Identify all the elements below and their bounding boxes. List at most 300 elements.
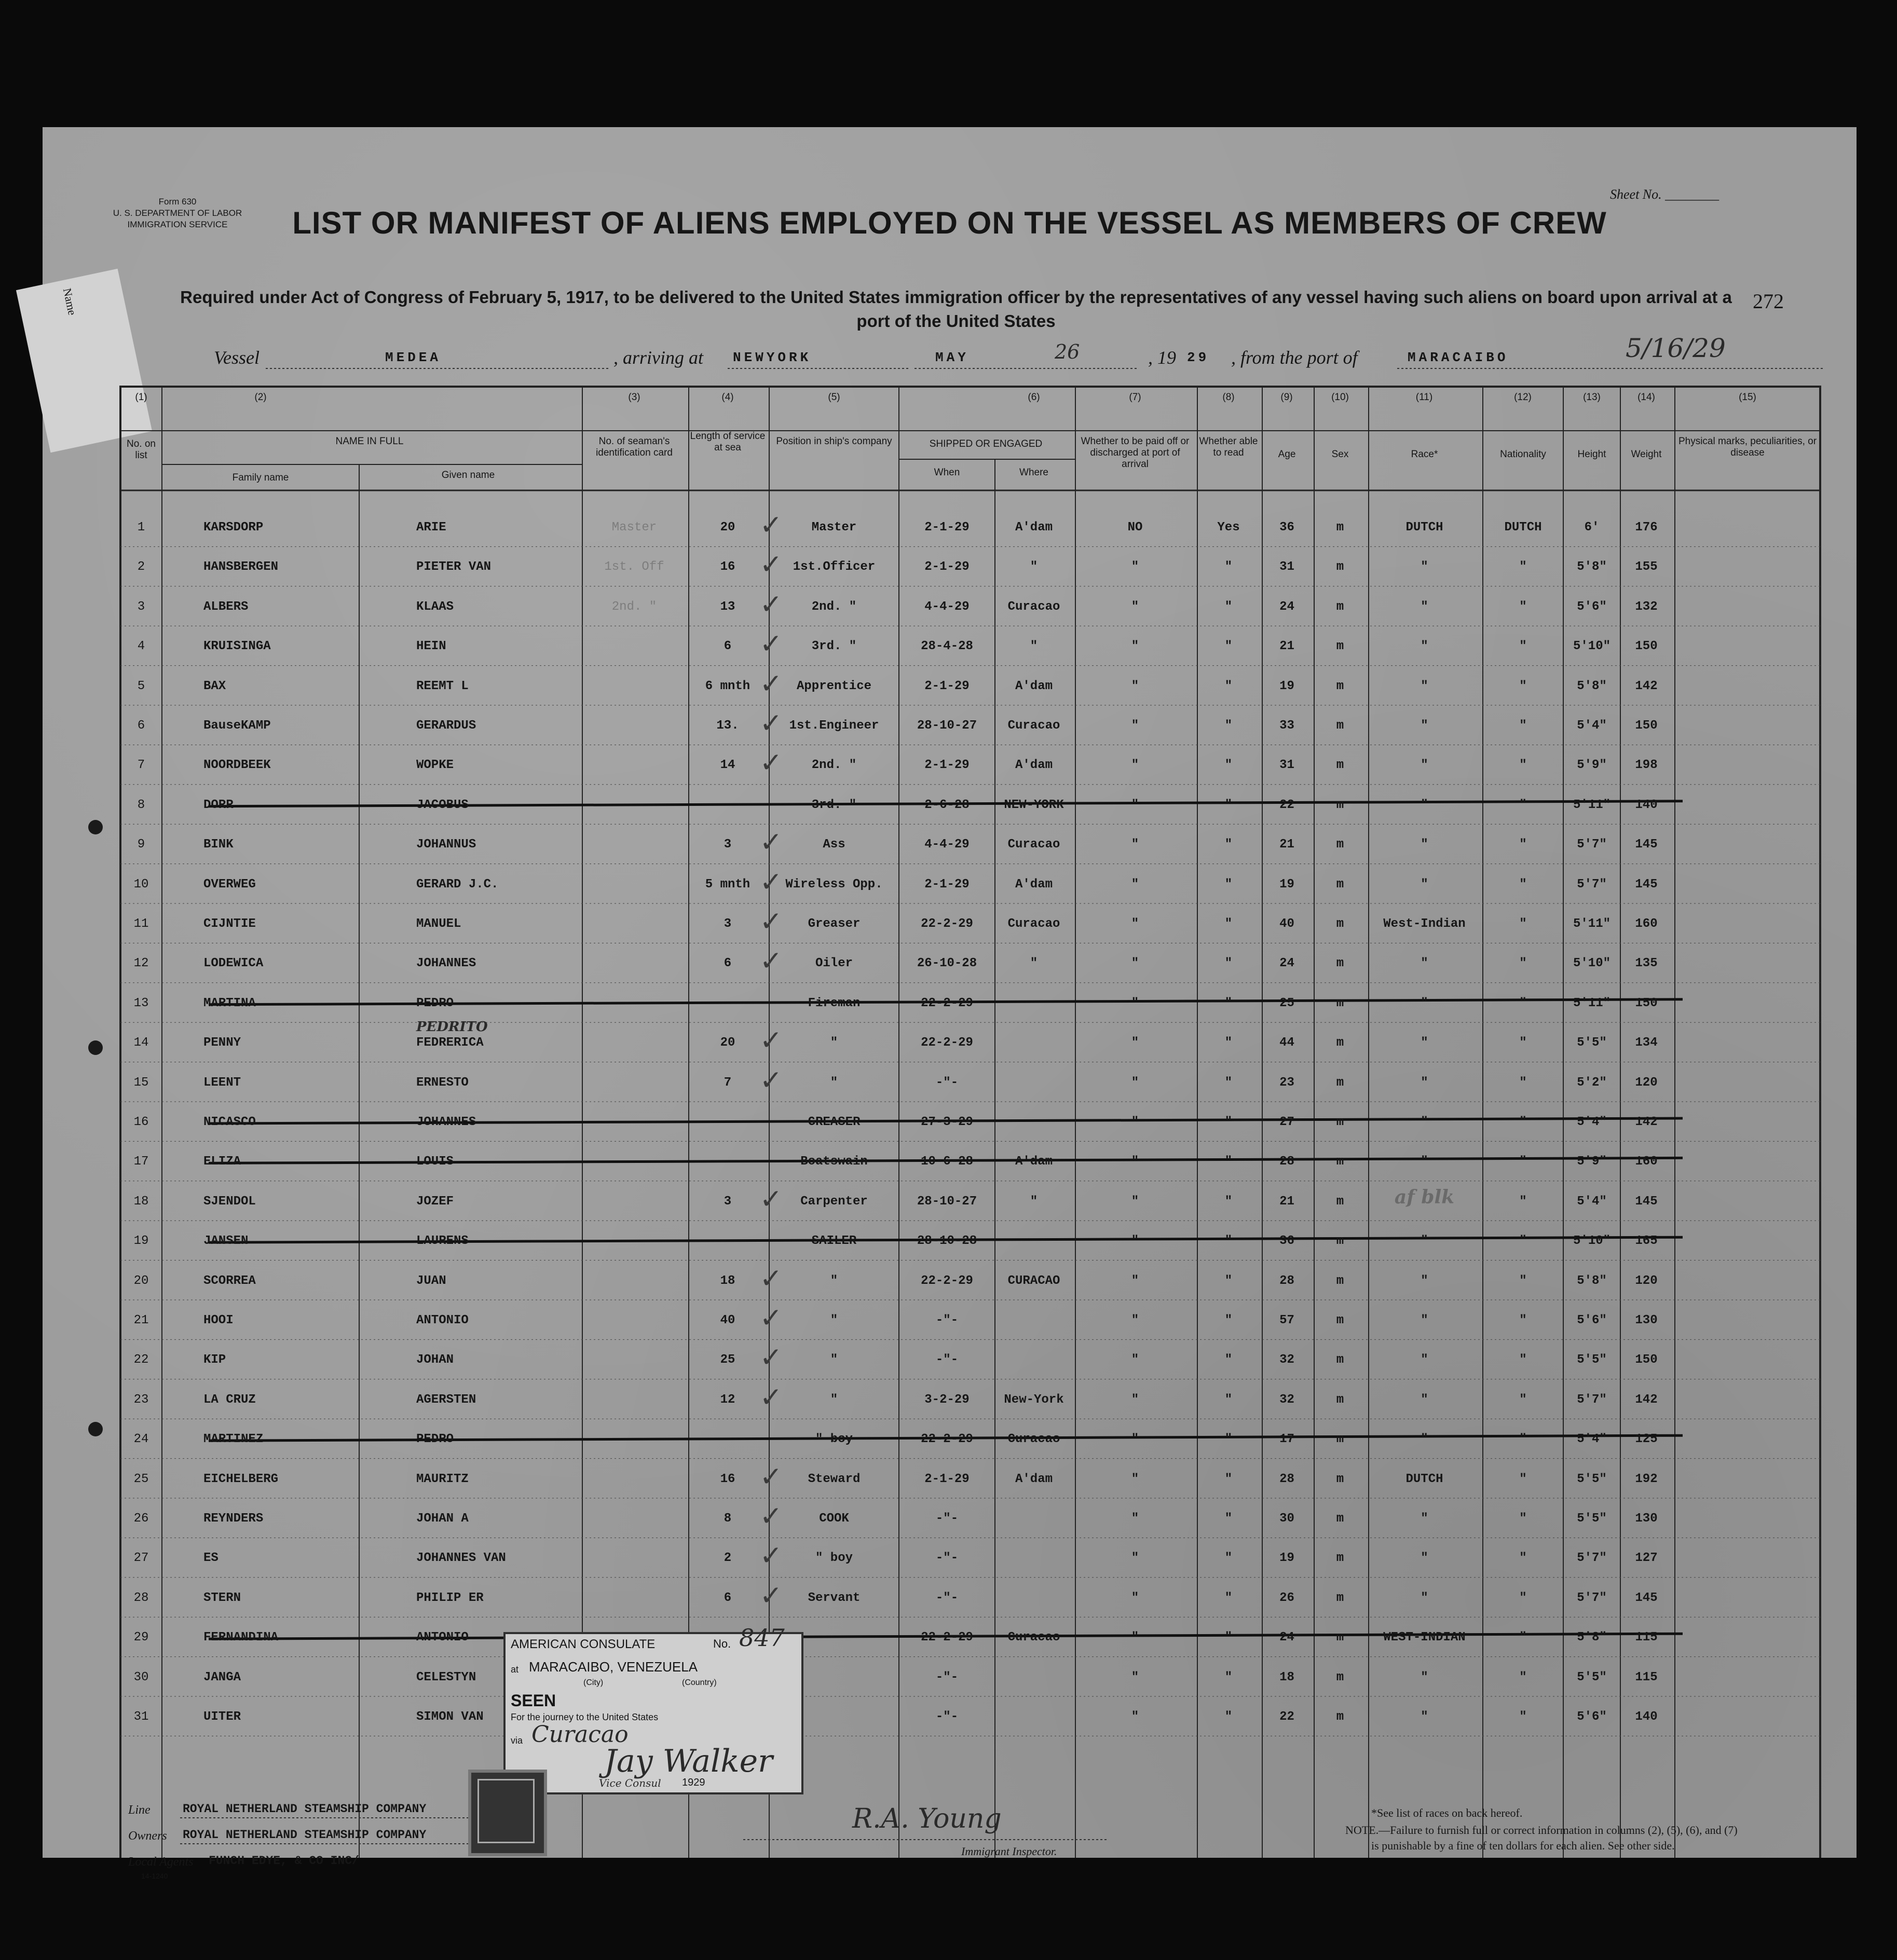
cell-race: " bbox=[1421, 719, 1428, 733]
cell-weight: 176 bbox=[1635, 520, 1658, 534]
cell-sex: m bbox=[1336, 838, 1344, 852]
cell-race: " bbox=[1421, 1115, 1428, 1129]
cell-paid: " bbox=[1131, 1432, 1139, 1447]
cell-when: 2-1-29 bbox=[924, 1472, 970, 1486]
cell-race: DUTCH bbox=[1405, 1472, 1443, 1486]
day-value: 26 bbox=[1055, 340, 1080, 363]
cell-when: 22-2-29 bbox=[921, 1273, 973, 1288]
cell-when: 4-4-29 bbox=[924, 599, 970, 614]
cell-age: 28 bbox=[1279, 1155, 1294, 1169]
cell-height: 5'7" bbox=[1577, 838, 1607, 852]
check-mark: ✓ bbox=[761, 1540, 781, 1575]
cell-height: 5'5" bbox=[1577, 1670, 1607, 1684]
cell-where: Curacao bbox=[1007, 599, 1060, 614]
cell-service: 20 bbox=[720, 1036, 735, 1050]
cell-sex: m bbox=[1336, 1075, 1344, 1090]
cell-weight: 132 bbox=[1635, 599, 1658, 614]
cell-when: 28-10-27 bbox=[917, 1194, 977, 1209]
cell-weight: 145 bbox=[1635, 838, 1658, 852]
cell-paid: " bbox=[1131, 1115, 1139, 1129]
column-number: (3) bbox=[628, 392, 640, 403]
cell-nat: " bbox=[1519, 1551, 1527, 1566]
cell-sex: m bbox=[1336, 520, 1344, 534]
cell-family: KRUISINGA bbox=[203, 639, 271, 654]
cell-weight: 150 bbox=[1635, 996, 1658, 1010]
cell-given: ANTONIO bbox=[416, 1630, 469, 1645]
cell-service: 18 bbox=[720, 1273, 735, 1288]
cell-sex: m bbox=[1336, 1472, 1344, 1486]
cell-nat: " bbox=[1519, 917, 1527, 931]
cell-height: 5'4" bbox=[1577, 1194, 1607, 1209]
cell-read: " bbox=[1224, 1710, 1233, 1724]
cell-position: " boy bbox=[815, 1432, 853, 1447]
owners-label: Owners bbox=[128, 1829, 167, 1843]
vessel-value: MEDEA bbox=[385, 350, 442, 365]
cell-family: CIJNTIE bbox=[203, 917, 256, 931]
cell-read: " bbox=[1224, 639, 1233, 654]
cell-read: " bbox=[1224, 758, 1233, 773]
cell-when: 2-1-29 bbox=[924, 520, 970, 534]
cell-service: 3 bbox=[724, 917, 732, 931]
cell-service: 20 bbox=[720, 520, 735, 534]
cell-weight: 160 bbox=[1635, 917, 1658, 931]
consulate-seen: SEEN bbox=[511, 1691, 556, 1710]
cell-given: MAURITZ bbox=[416, 1472, 469, 1486]
cell-age: 19 bbox=[1279, 1551, 1294, 1566]
line-value: ROYAL NETHERLAND STEAMSHIP COMPANY bbox=[183, 1802, 427, 1816]
header-paid: Whether to be paid off or discharged at port of arrival bbox=[1081, 436, 1190, 470]
cell-read: " bbox=[1224, 838, 1233, 852]
cell-sex: m bbox=[1336, 560, 1344, 574]
cell-read: " bbox=[1224, 1353, 1233, 1367]
cell-read: " bbox=[1224, 1234, 1233, 1249]
cell-race: " bbox=[1421, 1432, 1428, 1447]
cell-position: Oiler bbox=[815, 956, 853, 971]
cell-family: STERN bbox=[203, 1591, 241, 1605]
check-mark: ✓ bbox=[761, 1183, 781, 1218]
cell-read: " bbox=[1224, 599, 1233, 614]
cell-given: JOHAN A bbox=[416, 1512, 469, 1526]
cell-paid: " bbox=[1131, 719, 1139, 733]
cell-sex: m bbox=[1336, 1512, 1344, 1526]
cell-given: GERARD J.C. bbox=[416, 877, 499, 892]
column-number: (15) bbox=[1739, 392, 1756, 403]
agents-value: FUNCH EDYE, & CO INC/ bbox=[209, 1854, 359, 1868]
cell-read: " bbox=[1224, 1630, 1233, 1645]
cell-race: " bbox=[1421, 1273, 1428, 1288]
cell-nat: " bbox=[1519, 1115, 1527, 1129]
cell-position: Servant bbox=[808, 1591, 861, 1605]
column-number: (7) bbox=[1129, 392, 1141, 403]
cell-when: 26-10-28 bbox=[917, 956, 977, 971]
cell-race: " bbox=[1421, 996, 1428, 1010]
cell-sex: m bbox=[1336, 639, 1344, 654]
cell-no: 15 bbox=[133, 1075, 149, 1090]
cell-nat: " bbox=[1519, 1512, 1527, 1526]
consulate-at: at bbox=[511, 1664, 519, 1675]
consulate-no-value: 847 bbox=[739, 1624, 785, 1652]
cell-position: " bbox=[830, 1392, 838, 1407]
cell-height: 5'9" bbox=[1577, 758, 1607, 773]
cell-paid: " bbox=[1131, 1670, 1139, 1684]
check-mark: ✓ bbox=[761, 1341, 781, 1377]
column-number: (14) bbox=[1637, 392, 1655, 403]
cell-given: JOHANNES bbox=[416, 956, 476, 971]
cell-no: 26 bbox=[133, 1512, 149, 1526]
cell-no: 31 bbox=[133, 1710, 149, 1724]
cell-age: 25 bbox=[1279, 996, 1294, 1010]
cell-read: " bbox=[1224, 1591, 1233, 1605]
cell-where: CURACAO bbox=[1007, 1273, 1060, 1288]
page-subtitle: Required under Act of Congress of February 5, 1917, to be delivered to the United States immigration officer by the representatives of any vessel having such aliens on board upon arrival at a port of the United States bbox=[180, 287, 1732, 331]
header-sex: Sex bbox=[1331, 449, 1349, 460]
cell-height: 5'11" bbox=[1573, 996, 1611, 1010]
cell-read: " bbox=[1224, 1512, 1233, 1526]
cell-where: " bbox=[1030, 956, 1038, 971]
page-title: LIST OR MANIFEST OF ALIENS EMPLOYED ON THE VESSEL AS MEMBERS OF CREW bbox=[292, 205, 1607, 240]
cell-nat: " bbox=[1519, 639, 1527, 654]
note-penalty-2: is punishable by a fine of ten dollars for each alien. See other side. bbox=[1371, 1839, 1675, 1852]
cell-height: 5'4" bbox=[1577, 719, 1607, 733]
cell-position: " bbox=[830, 1075, 838, 1090]
cell-no: 27 bbox=[133, 1551, 149, 1566]
cell-read: " bbox=[1224, 1670, 1233, 1684]
sheet-number-label: Sheet No. ________ bbox=[1610, 187, 1719, 202]
cell-weight: 145 bbox=[1635, 1194, 1658, 1209]
cell-read: " bbox=[1224, 877, 1233, 892]
cell-card: 2nd. " bbox=[611, 599, 657, 614]
cell-given-correction: PEDRITO bbox=[416, 1019, 488, 1035]
cell-read: " bbox=[1224, 1155, 1233, 1169]
cell-family: BauseKAMP bbox=[203, 719, 271, 733]
cell-when: 2-1-29 bbox=[924, 679, 970, 693]
cell-no: 22 bbox=[133, 1353, 149, 1367]
cell-no: 2 bbox=[137, 560, 145, 574]
cell-family: HOOI bbox=[203, 1313, 234, 1327]
consulate-via-value: Curacao bbox=[531, 1721, 629, 1748]
cell-family: NICASCO bbox=[203, 1115, 256, 1129]
cell-no: 8 bbox=[137, 798, 145, 812]
cell-no: 10 bbox=[133, 877, 149, 892]
header-service: Length of service at sea bbox=[690, 431, 766, 453]
cell-weight: 115 bbox=[1635, 1630, 1658, 1645]
cell-height: 5'4" bbox=[1577, 1115, 1607, 1129]
port-value: MARACAIBO bbox=[1408, 350, 1509, 365]
cell-given: FEDRERICA bbox=[416, 1036, 484, 1050]
cell-sex: m bbox=[1336, 1155, 1344, 1169]
cell-given: WOPKE bbox=[416, 758, 454, 773]
consulate-country-label: (Country) bbox=[682, 1678, 717, 1687]
cell-no: 25 bbox=[133, 1472, 149, 1486]
cell-weight: 140 bbox=[1635, 798, 1658, 812]
cell-paid: " bbox=[1131, 758, 1139, 773]
cell-weight: 130 bbox=[1635, 1512, 1658, 1526]
cell-given: PEDRO bbox=[416, 996, 454, 1010]
cell-family: ES bbox=[203, 1551, 219, 1566]
cell-sex: m bbox=[1336, 1670, 1344, 1684]
cell-family: REYNDERS bbox=[203, 1512, 264, 1526]
cell-paid: " bbox=[1131, 1075, 1139, 1090]
cell-position: Fireman bbox=[808, 996, 861, 1010]
cell-service: 7 bbox=[724, 1075, 732, 1090]
check-mark: ✓ bbox=[761, 1302, 781, 1337]
cell-nat: " bbox=[1519, 1591, 1527, 1605]
cell-height: 5'10" bbox=[1573, 1234, 1611, 1249]
cell-family: LA CRUZ bbox=[203, 1392, 256, 1407]
cell-age: 24 bbox=[1279, 1630, 1294, 1645]
cell-nat: " bbox=[1519, 599, 1527, 614]
cell-read: " bbox=[1224, 1551, 1233, 1566]
cell-sex: m bbox=[1336, 1194, 1344, 1209]
cell-service: 13. bbox=[716, 719, 739, 733]
cell-height: 5'9" bbox=[1577, 1155, 1607, 1169]
cell-race: West-Indian bbox=[1383, 917, 1466, 931]
cell-no: 19 bbox=[133, 1234, 149, 1249]
cell-given: JOHANNES VAN bbox=[416, 1551, 506, 1566]
check-mark: ✓ bbox=[761, 707, 781, 743]
header-position: Position in ship's company bbox=[776, 436, 892, 447]
cell-paid: " bbox=[1131, 838, 1139, 852]
cell-age: 27 bbox=[1279, 1115, 1294, 1129]
stamp-number: 272 bbox=[1753, 290, 1784, 313]
cell-height: 5'6" bbox=[1577, 1710, 1607, 1724]
cell-position: 3rd. " bbox=[811, 639, 857, 654]
consulate-via: via bbox=[511, 1735, 523, 1746]
cell-given: JUAN bbox=[416, 1273, 446, 1288]
column-number: (5) bbox=[828, 392, 840, 403]
cell-sex: m bbox=[1336, 1432, 1344, 1447]
cell-family: HANSBERGEN bbox=[203, 560, 279, 574]
cell-service: 16 bbox=[720, 560, 735, 574]
cell-position: COOK bbox=[819, 1512, 849, 1526]
cell-position: Apprentice bbox=[796, 679, 872, 693]
cell-age: 32 bbox=[1279, 1392, 1294, 1407]
cell-when: -"- bbox=[935, 1670, 959, 1684]
cell-family: FERNANDINA bbox=[203, 1630, 279, 1645]
cell-sex: m bbox=[1336, 917, 1344, 931]
cell-where: A'dam bbox=[1015, 877, 1053, 892]
cell-family: KIP bbox=[203, 1353, 226, 1367]
cell-race: " bbox=[1421, 798, 1428, 812]
cell-when: 28-10-27 bbox=[917, 719, 977, 733]
cell-height: 5'11" bbox=[1573, 917, 1611, 931]
column-number: (13) bbox=[1583, 392, 1601, 403]
cell-no: 11 bbox=[133, 917, 149, 931]
cell-position: Greaser bbox=[808, 917, 861, 931]
cell-race: " bbox=[1421, 838, 1428, 852]
cell-height: 5'8" bbox=[1577, 1273, 1607, 1288]
cell-race: " bbox=[1421, 1551, 1428, 1566]
cell-position: Wireless Opp. bbox=[785, 877, 883, 892]
cell-service: 14 bbox=[720, 758, 735, 773]
cell-family: ALBERS bbox=[203, 599, 249, 614]
cell-no: 3 bbox=[137, 599, 145, 614]
column-number: (2) bbox=[254, 392, 267, 403]
cell-given: JOHANNUS bbox=[416, 838, 476, 852]
cell-position: GREASER bbox=[808, 1115, 861, 1129]
cell-given: PEDRO bbox=[416, 1432, 454, 1447]
year-label: , 19 bbox=[1148, 347, 1176, 368]
cell-nat: DUTCH bbox=[1504, 520, 1542, 534]
cell-when: 28-4-28 bbox=[921, 639, 973, 654]
cell-weight: 142 bbox=[1635, 1392, 1658, 1407]
cell-race: " bbox=[1421, 877, 1428, 892]
cell-position: " bbox=[830, 1036, 838, 1050]
cell-race: " bbox=[1421, 1036, 1428, 1050]
cell-race: " bbox=[1421, 1392, 1428, 1407]
cell-height: 5'7" bbox=[1577, 1591, 1607, 1605]
check-mark: ✓ bbox=[761, 628, 781, 664]
cell-age: 23 bbox=[1279, 1075, 1294, 1090]
cell-family: MARTINEZ bbox=[203, 1432, 264, 1447]
cell-read: " bbox=[1224, 956, 1233, 971]
check-mark: ✓ bbox=[761, 1500, 781, 1536]
cell-age: 36 bbox=[1279, 1234, 1294, 1249]
cell-no: 20 bbox=[133, 1273, 149, 1288]
cell-height: 5'7" bbox=[1577, 877, 1607, 892]
consul-signature: Jay Walker bbox=[604, 1743, 773, 1779]
header-read: Whether able to read bbox=[1199, 436, 1258, 458]
cell-read: " bbox=[1224, 1115, 1233, 1129]
cell-paid: " bbox=[1131, 996, 1139, 1010]
column-number: (10) bbox=[1331, 392, 1349, 403]
cell-no: 28 bbox=[133, 1591, 149, 1605]
check-mark: ✓ bbox=[761, 945, 781, 981]
check-mark: ✓ bbox=[761, 1381, 781, 1417]
cell-where: A'dam bbox=[1015, 1155, 1053, 1169]
cell-nat: " bbox=[1519, 1155, 1527, 1169]
cell-nat: " bbox=[1519, 956, 1527, 971]
cell-height: 5'5" bbox=[1577, 1036, 1607, 1050]
cell-when: 27-3-29 bbox=[921, 1115, 973, 1129]
cell-read: " bbox=[1224, 1313, 1233, 1327]
cell-read: " bbox=[1224, 679, 1233, 693]
cell-nat: " bbox=[1519, 1194, 1527, 1209]
cell-when: 22-2-29 bbox=[921, 917, 973, 931]
header-nationality: Nationality bbox=[1500, 449, 1546, 460]
cell-age: 18 bbox=[1279, 1670, 1294, 1684]
cell-service: 8 bbox=[724, 1512, 732, 1526]
cell-given: ERNESTO bbox=[416, 1075, 469, 1090]
cell-age: 19 bbox=[1279, 877, 1294, 892]
cell-when: -"- bbox=[935, 1353, 959, 1367]
port-label: , from the port of bbox=[1231, 347, 1358, 368]
cell-paid: " bbox=[1131, 1630, 1139, 1645]
cell-race: " bbox=[1421, 1313, 1428, 1327]
inspector-label: Immigrant Inspector. bbox=[961, 1845, 1057, 1858]
cell-height: 5'4" bbox=[1577, 1432, 1607, 1447]
cell-service: 12 bbox=[720, 1392, 735, 1407]
cell-nat: " bbox=[1519, 1670, 1527, 1684]
cell-family: MARTINA bbox=[203, 996, 256, 1010]
cell-sex: m bbox=[1336, 719, 1344, 733]
cell-family: NOORDBEEK bbox=[203, 758, 271, 773]
cell-family: JANSEN bbox=[203, 1234, 249, 1249]
cell-sex: m bbox=[1336, 679, 1344, 693]
cell-age: 26 bbox=[1279, 1591, 1294, 1605]
cell-race: " bbox=[1421, 1512, 1428, 1526]
cell-service: 3 bbox=[724, 1194, 732, 1209]
cell-sex: m bbox=[1336, 758, 1344, 773]
owners-value: ROYAL NETHERLAND STEAMSHIP COMPANY bbox=[183, 1828, 427, 1842]
cell-nat: " bbox=[1519, 679, 1527, 693]
column-number: (12) bbox=[1514, 392, 1532, 403]
cell-position: Master bbox=[811, 520, 857, 534]
check-mark: ✓ bbox=[761, 1262, 781, 1298]
cell-family: DORR bbox=[203, 798, 234, 812]
cell-sex: m bbox=[1336, 1630, 1344, 1645]
cell-race: " bbox=[1421, 639, 1428, 654]
cell-height: 5'5" bbox=[1577, 1353, 1607, 1367]
header-family: Family name bbox=[232, 472, 289, 483]
cell-weight: 142 bbox=[1635, 1115, 1658, 1129]
year-value: 29 bbox=[1187, 350, 1210, 365]
cell-given: HEIN bbox=[416, 639, 446, 654]
cell-race: " bbox=[1421, 1353, 1428, 1367]
cell-weight: 140 bbox=[1635, 1710, 1658, 1724]
check-mark: ✓ bbox=[761, 667, 781, 703]
cell-position: 2nd. " bbox=[811, 758, 857, 773]
cell-weight: 135 bbox=[1635, 956, 1658, 971]
cell-when: 2-6-28 bbox=[924, 798, 970, 812]
cell-read: " bbox=[1224, 719, 1233, 733]
cell-nat: " bbox=[1519, 996, 1527, 1010]
cell-age: 17 bbox=[1279, 1432, 1294, 1447]
cell-read: " bbox=[1224, 917, 1233, 931]
check-mark: ✓ bbox=[761, 509, 781, 544]
cell-position: SAILER bbox=[811, 1234, 857, 1249]
cell-paid: NO bbox=[1127, 520, 1143, 534]
cell-service: 5 mnth bbox=[705, 877, 750, 892]
handwritten-date: 5/16/29 bbox=[1626, 333, 1726, 363]
cell-read: " bbox=[1224, 996, 1233, 1010]
header-height: Height bbox=[1577, 449, 1606, 460]
cell-race: WEST-INDIAN bbox=[1383, 1630, 1466, 1645]
cell-no: 23 bbox=[133, 1392, 149, 1407]
cell-no: 7 bbox=[137, 758, 145, 773]
cell-position: " bbox=[830, 1353, 838, 1367]
cell-family: BAX bbox=[203, 679, 226, 693]
column-number: (11) bbox=[1415, 392, 1433, 403]
cell-when: 22-2-29 bbox=[921, 996, 973, 1010]
cell-sex: m bbox=[1336, 956, 1344, 971]
cell-position: 1st.Engineer bbox=[789, 719, 879, 733]
cell-race: " bbox=[1421, 1075, 1428, 1090]
cell-given: KLAAS bbox=[416, 599, 454, 614]
cell-given: SIMON VAN bbox=[416, 1710, 484, 1724]
cell-height: 6' bbox=[1584, 520, 1600, 534]
cell-read: " bbox=[1224, 1472, 1233, 1486]
cell-height: 5'8" bbox=[1577, 1630, 1607, 1645]
cell-nat: " bbox=[1519, 560, 1527, 574]
cell-weight: 120 bbox=[1635, 1075, 1658, 1090]
cell-sex: m bbox=[1336, 1234, 1344, 1249]
cell-weight: 150 bbox=[1635, 639, 1658, 654]
cell-age: 30 bbox=[1279, 1512, 1294, 1526]
cell-when: 4-4-29 bbox=[924, 838, 970, 852]
cell-paid: " bbox=[1131, 877, 1139, 892]
cell-given: JACOBUS bbox=[416, 798, 469, 812]
cell-weight: 198 bbox=[1635, 758, 1658, 773]
cell-position: Steward bbox=[808, 1472, 861, 1486]
cell-height: 5'2" bbox=[1577, 1075, 1607, 1090]
check-mark: ✓ bbox=[761, 747, 781, 783]
cell-paid: " bbox=[1131, 1353, 1139, 1367]
cell-nat: " bbox=[1519, 1036, 1527, 1050]
cell-family: SJENDOL bbox=[203, 1194, 256, 1209]
cell-given: JOHANNES bbox=[416, 1115, 476, 1129]
cell-card: Master bbox=[611, 520, 657, 534]
